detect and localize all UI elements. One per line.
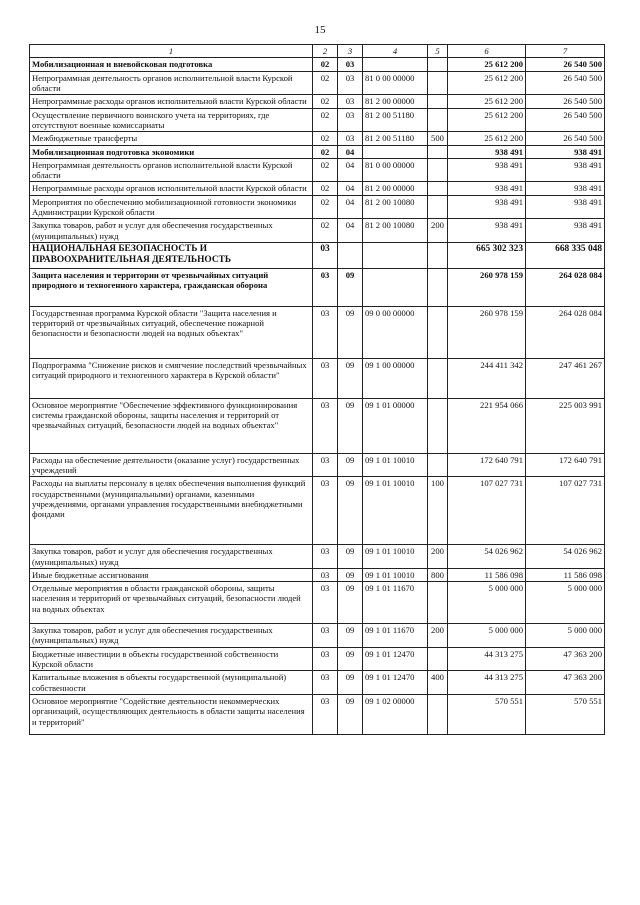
expense-type-cell: 800 [428,568,448,581]
row-name-cell: Осуществление первичного воинского учета на территориях, где отсутствуют военные комиссариаты [30,108,313,132]
amount-year2-cell: 668 335 048 [526,243,605,269]
row-name-cell: Бюджетные инвестиции в объекты государственной собственности Курской области [30,647,313,671]
section-code-cell: 02 [313,108,338,132]
row-name-cell: Отдельные мероприятия в области гражданской обороны, защиты населения и территорий от чрезвычайных ситуаций, безопасности людей на водных объектах [30,582,313,624]
expense-type-cell [428,71,448,95]
amount-year1-cell: 25 612 200 [448,95,526,108]
amount-year2-cell: 26 540 500 [526,71,605,95]
expense-type-cell [428,158,448,182]
amount-year2-cell: 5 000 000 [526,624,605,648]
row-name-cell: Мобилизационная и вневойсковая подготовка [30,58,313,71]
row-name-cell: Непрограммные расходы органов исполнительной власти Курской области [30,182,313,195]
row-name-cell: НАЦИОНАЛЬНАЯ БЕЗОПАСНОСТЬ И ПРАВООХРАНИТЕЛЬНАЯ ДЕЯТЕЛЬНОСТЬ [30,243,313,269]
section-code-cell: 03 [313,477,338,545]
expense-type-cell [428,647,448,671]
row-name-cell: Капитальные вложения в объекты государственной (муниципальной) собственности [30,671,313,695]
section-code-cell: 03 [313,695,338,735]
section-code-cell: 03 [313,398,338,453]
table-row [30,108,605,132]
table-row [30,477,605,545]
section-code-cell: 02 [313,58,338,71]
table-row [30,95,605,108]
target-article-cell: 09 1 01 11670 [363,582,428,624]
row-name-cell: Иные бюджетные ассигнования [30,568,313,581]
subsection-code-cell: 09 [338,695,363,735]
expense-type-cell [428,182,448,195]
row-name-cell: Защита населения и территории от чрезвычайных ситуаций природного и техногенного характера, гражданская оборона [30,268,313,306]
section-code-cell: 03 [313,453,338,477]
target-article-cell [363,243,428,269]
amount-year2-cell: 570 551 [526,695,605,735]
subsection-code-cell: 09 [338,545,363,569]
subsection-code-cell: 09 [338,647,363,671]
expense-type-cell [428,108,448,132]
section-code-cell: 02 [313,71,338,95]
amount-year2-cell: 264 028 084 [526,306,605,358]
subsection-code-cell: 03 [338,132,363,145]
subsection-code-cell: 04 [338,145,363,158]
section-code-cell: 02 [313,182,338,195]
expense-type-cell: 500 [428,132,448,145]
amount-year1-cell: 938 491 [448,195,526,219]
expense-type-cell [428,306,448,358]
row-name-cell: Мобилизационная подготовка экономики [30,145,313,158]
amount-year1-cell: 260 978 159 [448,306,526,358]
row-name-cell: Непрограммная деятельность органов исполнительной власти Курской области [30,71,313,95]
target-article-cell: 81 2 00 10080 [363,195,428,219]
section-code-cell: 02 [313,145,338,158]
subsection-code-cell: 09 [338,477,363,545]
amount-year1-cell: 938 491 [448,219,526,243]
amount-year1-cell: 11 586 098 [448,568,526,581]
section-code-cell: 03 [313,624,338,648]
subsection-code-cell: 03 [338,58,363,71]
section-code-cell: 02 [313,219,338,243]
target-article-cell [363,268,428,306]
expense-type-cell [428,195,448,219]
header-cell: 2 [313,45,338,58]
expense-type-cell: 200 [428,624,448,648]
amount-year1-cell: 25 612 200 [448,108,526,132]
column-number-row [30,45,605,58]
amount-year1-cell: 44 313 275 [448,647,526,671]
table-row [30,145,605,158]
amount-year1-cell: 938 491 [448,158,526,182]
amount-year2-cell: 26 540 500 [526,95,605,108]
section-code-cell: 03 [313,568,338,581]
section-code-cell: 03 [313,306,338,358]
amount-year2-cell: 172 640 791 [526,453,605,477]
table-row [30,71,605,95]
amount-year2-cell: 26 540 500 [526,108,605,132]
target-article-cell: 09 1 01 10010 [363,477,428,545]
amount-year1-cell: 25 612 200 [448,71,526,95]
row-name-cell: Государственная программа Курской области "Защита населения и территорий от чрезвычайных ситуаций, обеспечение пожарной безопасности и безопасности людей на водных объектах" [30,306,313,358]
subsection-code-cell: 09 [338,568,363,581]
target-article-cell: 09 0 00 00000 [363,306,428,358]
row-name-cell: Расходы на обеспечение деятельности (оказание услуг) государственных учреждений [30,453,313,477]
subsection-code-cell: 09 [338,268,363,306]
amount-year1-cell: 260 978 159 [448,268,526,306]
row-name-cell: Расходы на выплаты персоналу в целях обеспечения выполнения функций государственными (муниципальными) органами, казенными учреждениями, органами управления государственными внебюджетными фондами [30,477,313,545]
amount-year1-cell: 5 000 000 [448,582,526,624]
amount-year2-cell: 938 491 [526,145,605,158]
subsection-code-cell: 09 [338,582,363,624]
table-row [30,695,605,735]
amount-year2-cell: 26 540 500 [526,132,605,145]
budget-table [29,44,605,735]
target-article-cell: 81 2 00 51180 [363,132,428,145]
target-article-cell: 09 1 01 00000 [363,398,428,453]
expense-type-cell [428,58,448,71]
amount-year1-cell: 665 302 323 [448,243,526,269]
amount-year2-cell: 938 491 [526,158,605,182]
subsection-code-cell: 04 [338,195,363,219]
table-row [30,58,605,71]
subsection-code-cell: 09 [338,453,363,477]
row-name-cell: Закупка товаров, работ и услуг для обеспечения государственных (муниципальных) нужд [30,624,313,648]
header-cell: 7 [526,45,605,58]
table-row [30,358,605,398]
page-number: 15 [314,24,326,36]
table-row [30,582,605,624]
target-article-cell [363,58,428,71]
subsection-code-cell: 09 [338,671,363,695]
amount-year2-cell: 47 363 200 [526,647,605,671]
target-article-cell: 81 2 00 51180 [363,108,428,132]
target-article-cell: 81 2 00 00000 [363,95,428,108]
table-row [30,568,605,581]
subsection-code-cell: 04 [338,182,363,195]
table-row [30,306,605,358]
header-cell: 3 [338,45,363,58]
table-row [30,545,605,569]
target-article-cell: 09 1 01 10010 [363,453,428,477]
expense-type-cell [428,582,448,624]
header-cell: 6 [448,45,526,58]
table-row [30,219,605,243]
expense-type-cell: 200 [428,545,448,569]
expense-type-cell [428,268,448,306]
amount-year2-cell: 11 586 098 [526,568,605,581]
subsection-code-cell: 09 [338,624,363,648]
header-cell: 5 [428,45,448,58]
table-row [30,268,605,306]
amount-year1-cell: 172 640 791 [448,453,526,477]
amount-year2-cell: 26 540 500 [526,58,605,71]
amount-year1-cell: 54 026 962 [448,545,526,569]
subsection-code-cell: 09 [338,306,363,358]
section-code-cell: 03 [313,647,338,671]
subsection-code-cell: 03 [338,95,363,108]
row-name-cell: Межбюджетные трансферты [30,132,313,145]
table-row [30,398,605,453]
target-article-cell: 09 1 01 10010 [363,568,428,581]
amount-year2-cell: 5 000 000 [526,582,605,624]
amount-year1-cell: 938 491 [448,145,526,158]
row-name-cell: Мероприятия по обеспечению мобилизационной готовности экономики Администрации Курской области [30,195,313,219]
amount-year2-cell: 247 461 267 [526,358,605,398]
amount-year2-cell: 938 491 [526,195,605,219]
expense-type-cell [428,243,448,269]
section-code-cell: 02 [313,158,338,182]
target-article-cell: 81 2 00 10080 [363,219,428,243]
expense-type-cell [428,398,448,453]
table-row [30,195,605,219]
amount-year1-cell: 25 612 200 [448,58,526,71]
amount-year1-cell: 25 612 200 [448,132,526,145]
expense-type-cell: 400 [428,671,448,695]
subsection-code-cell: 04 [338,158,363,182]
amount-year2-cell: 264 028 084 [526,268,605,306]
expense-type-cell [428,145,448,158]
amount-year2-cell: 225 003 991 [526,398,605,453]
amount-year1-cell: 221 954 066 [448,398,526,453]
amount-year1-cell: 938 491 [448,182,526,195]
target-article-cell [363,145,428,158]
row-name-cell: Подпрограмма "Снижение рисков и смягчение последствий чрезвычайных ситуаций природного и техногенного характера в Курской области" [30,358,313,398]
target-article-cell: 09 1 00 00000 [363,358,428,398]
target-article-cell: 81 0 00 00000 [363,71,428,95]
row-name-cell: Закупка товаров, работ и услуг для обеспечения государственных (муниципальных) нужд [30,545,313,569]
table-row [30,182,605,195]
table-row [30,647,605,671]
row-name-cell: Основное мероприятие "Содействие деятельности некоммерческих организаций, осуществляющих деятельность в области защиты населения и территорий" [30,695,313,735]
target-article-cell: 81 0 00 00000 [363,158,428,182]
amount-year1-cell: 244 411 342 [448,358,526,398]
row-name-cell: Непрограммная деятельность органов исполнительной власти Курской области [30,158,313,182]
table-row [30,453,605,477]
subsection-code-cell: 04 [338,219,363,243]
expense-type-cell [428,95,448,108]
amount-year2-cell: 938 491 [526,182,605,195]
expense-type-cell [428,453,448,477]
target-article-cell: 09 1 01 12470 [363,647,428,671]
subsection-code-cell: 03 [338,71,363,95]
section-code-cell: 02 [313,95,338,108]
section-code-cell: 03 [313,243,338,269]
amount-year2-cell: 107 027 731 [526,477,605,545]
row-name-cell: Закупка товаров, работ и услуг для обеспечения государственных (муниципальных) нужд [30,219,313,243]
table-row [30,132,605,145]
expense-type-cell: 100 [428,477,448,545]
subsection-code-cell [338,243,363,269]
row-name-cell: Основное мероприятие "Обеспечение эффективного функционирования системы гражданской обороны, защиты населения и территорий от чрезвычайных ситуаций, безопасности людей на водных объектах" [30,398,313,453]
expense-type-cell: 200 [428,219,448,243]
amount-year1-cell: 44 313 275 [448,671,526,695]
amount-year2-cell: 938 491 [526,219,605,243]
table-row [30,243,605,269]
target-article-cell: 09 1 01 10010 [363,545,428,569]
amount-year1-cell: 107 027 731 [448,477,526,545]
target-article-cell: 81 2 00 00000 [363,182,428,195]
header-cell: 4 [363,45,428,58]
section-code-cell: 03 [313,582,338,624]
expense-type-cell [428,695,448,735]
table-row [30,624,605,648]
amount-year2-cell: 47 363 200 [526,671,605,695]
table-row [30,671,605,695]
section-code-cell: 02 [313,132,338,145]
header-cell: 1 [30,45,313,58]
target-article-cell: 09 1 01 11670 [363,624,428,648]
section-code-cell: 03 [313,358,338,398]
amount-year1-cell: 5 000 000 [448,624,526,648]
subsection-code-cell: 09 [338,358,363,398]
section-code-cell: 03 [313,545,338,569]
section-code-cell: 02 [313,195,338,219]
subsection-code-cell: 09 [338,398,363,453]
section-code-cell: 03 [313,268,338,306]
expense-type-cell [428,358,448,398]
amount-year1-cell: 570 551 [448,695,526,735]
row-name-cell: Непрограммные расходы органов исполнительной власти Курской области [30,95,313,108]
table-row [30,158,605,182]
subsection-code-cell: 03 [338,108,363,132]
amount-year2-cell: 54 026 962 [526,545,605,569]
section-code-cell: 03 [313,671,338,695]
target-article-cell: 09 1 02 00000 [363,695,428,735]
target-article-cell: 09 1 01 12470 [363,671,428,695]
